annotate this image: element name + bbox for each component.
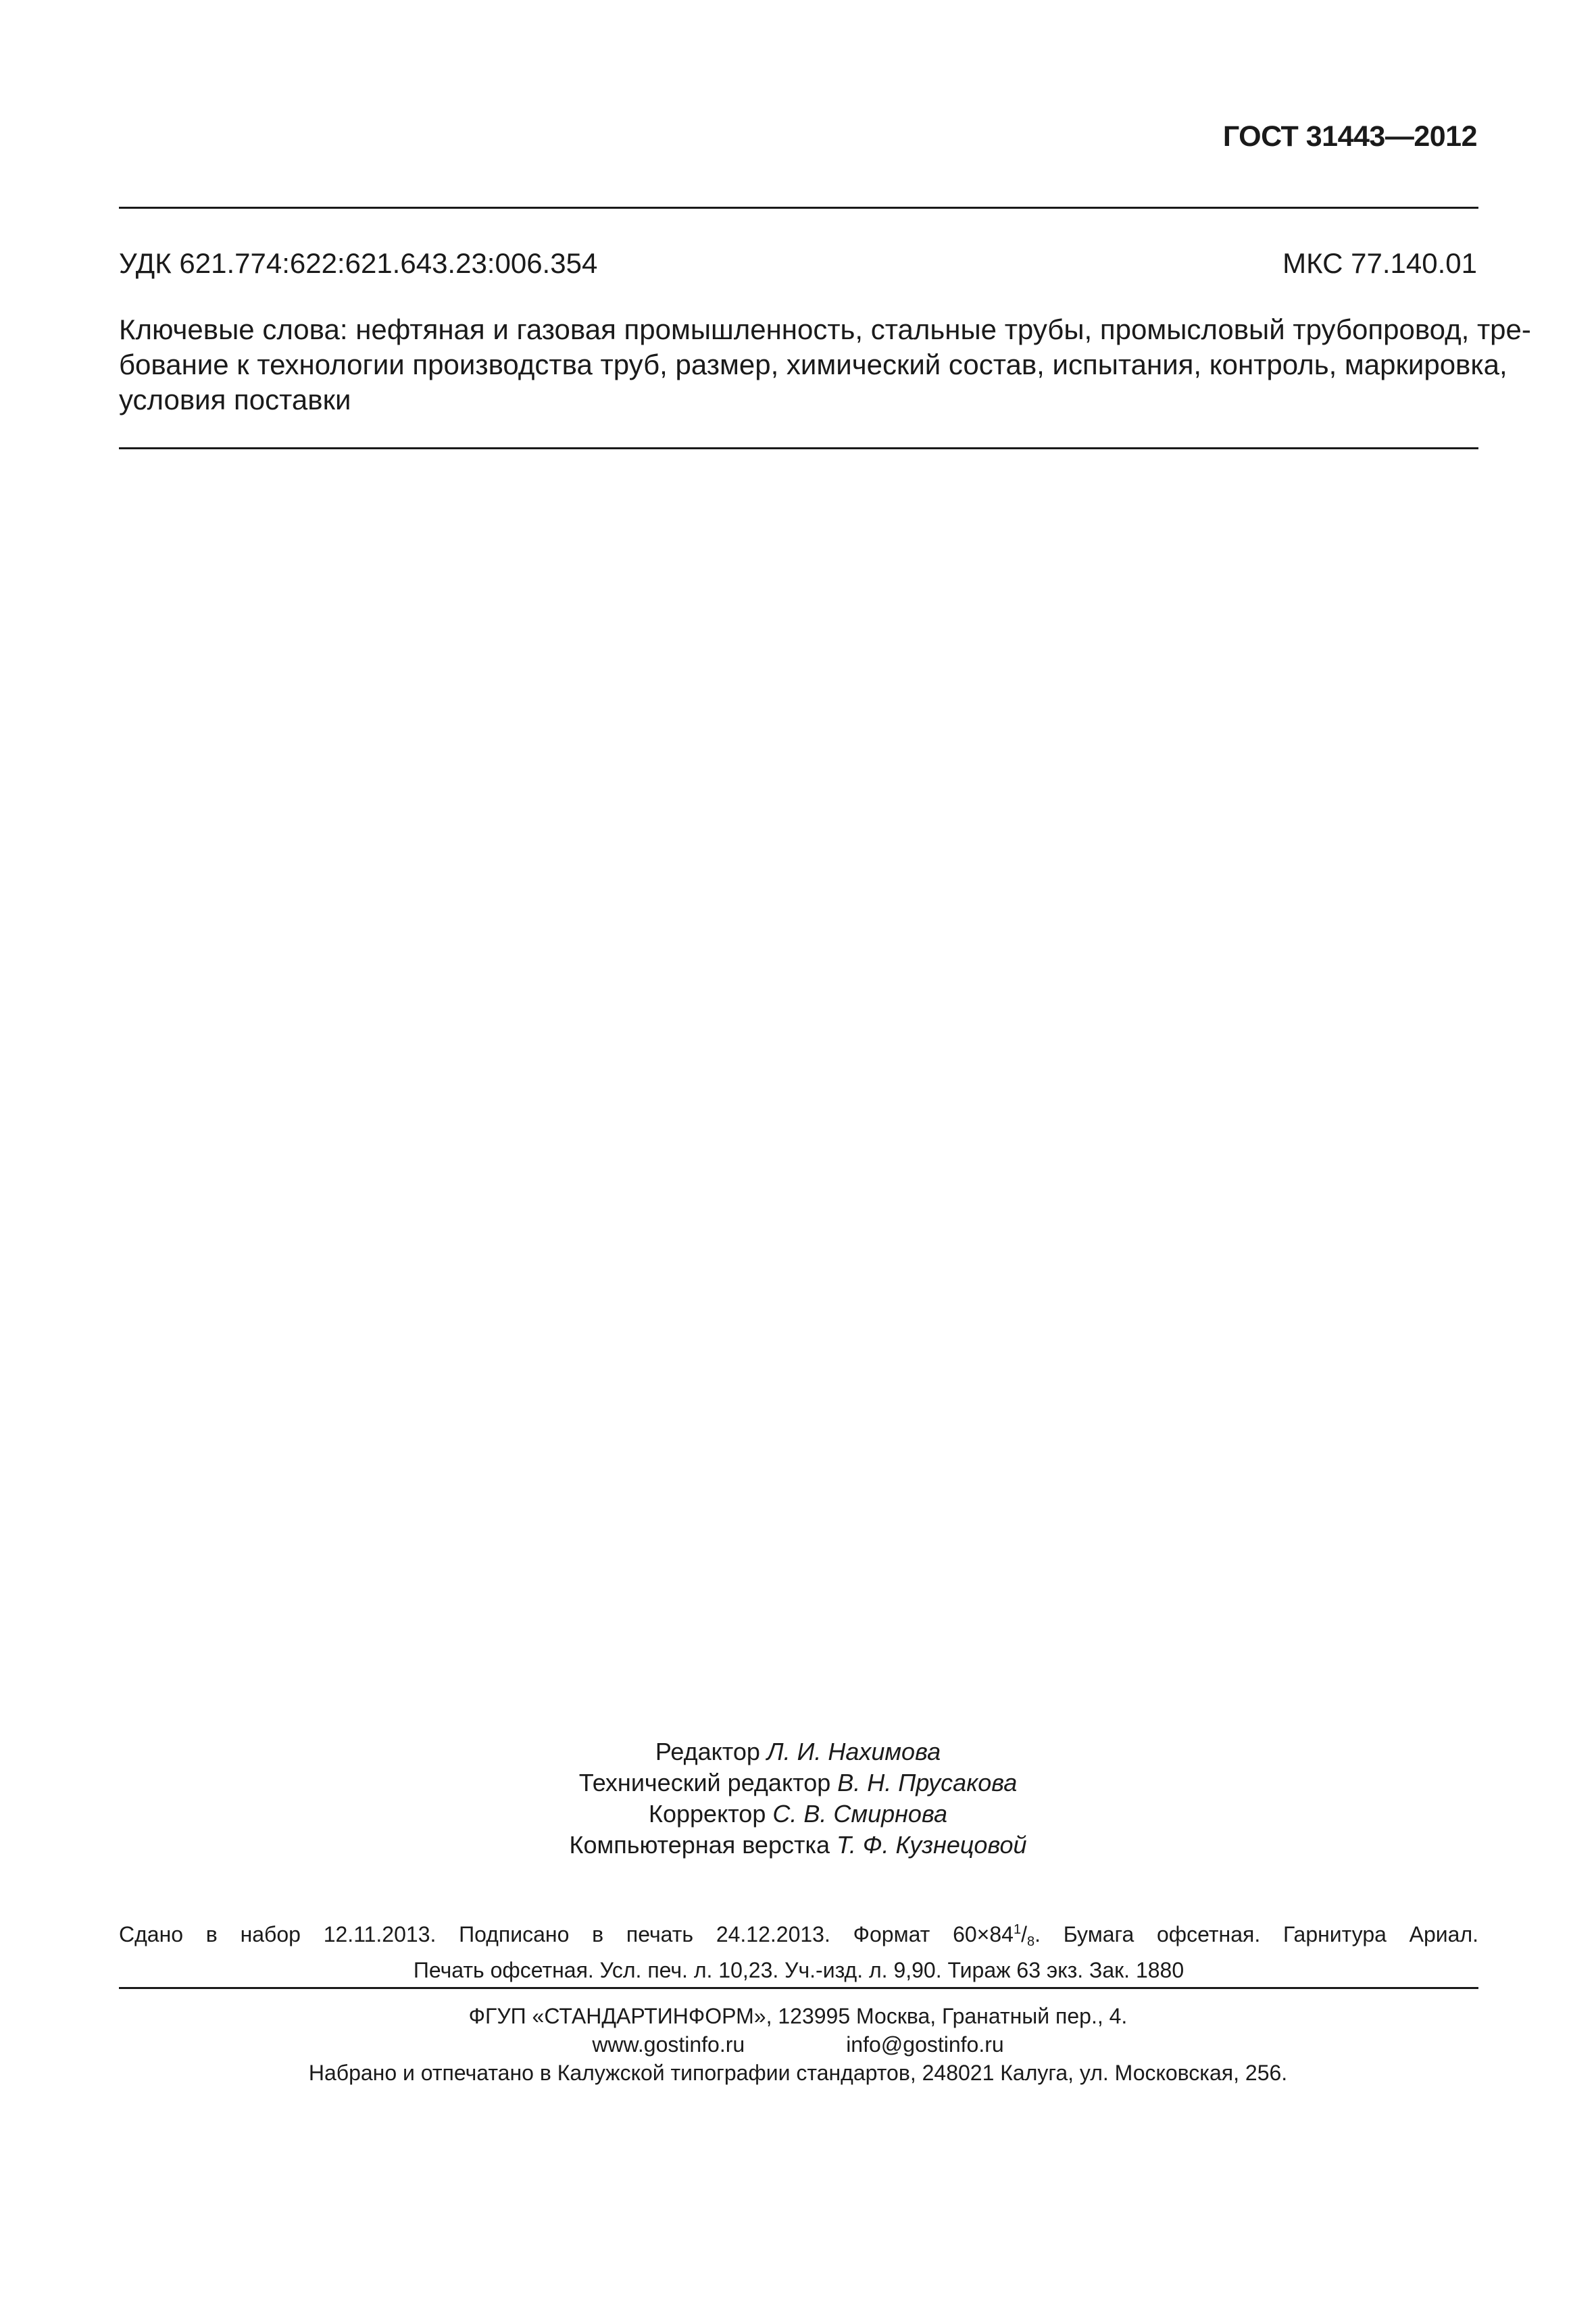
publisher-divider (119, 1987, 1478, 1989)
imprint-line-1 (119, 1915, 1478, 1956)
credit-proofreader (0, 1799, 1596, 1830)
publisher-printer: Набрано и отпечатано в Калужской типографии стандартов, 248021 Калуга, ул. Московская, 256. (308, 2061, 1288, 2085)
top-divider (119, 207, 1478, 209)
publisher-email[interactable]: info@gostinfo.ru (846, 2032, 1004, 2057)
credit-name: С. В. Смирнова (772, 1800, 947, 1828)
keywords-line-1: Ключевые слова: нефтяная и газовая промышленность, стальные трубы, промысловый трубопровод, тре- (119, 313, 1531, 345)
imprint-format-base: 60×84 (953, 1922, 1014, 1946)
imprint-line-2: Печать офсетная. Усл. печ. л. 10,23. Уч.-изд. л. 9,90. Тираж 63 экз. Зак. 1880 (413, 1958, 1184, 1982)
document-number: ГОСТ 31443—2012 (1222, 120, 1477, 153)
credit-editor (0, 1736, 1596, 1767)
credits-block (0, 1736, 1596, 1861)
udk-code: УДК 621.774:622:621.643.23:006.354 (119, 247, 598, 279)
credit-name: Л. И. Нахимова (766, 1738, 941, 1765)
imprint-submitted: Сдано в набор 12.11.2013. (119, 1922, 437, 1946)
imprint-signed: Подписано в печать 24.12.2013. (459, 1922, 830, 1946)
imprint-typeface: Гарнитура Ариал. (1282, 1922, 1479, 1946)
credit-name: В. Н. Прусакова (837, 1769, 1018, 1796)
publisher-block (0, 2002, 1596, 2087)
credit-technical-editor (0, 1767, 1596, 1799)
imprint-paper: Бумага офсетная. (1063, 1922, 1261, 1946)
credit-role: Компьютерная верстка (569, 1831, 830, 1859)
imprint-format-den: 8 (1026, 1934, 1035, 1949)
imprint-format: Формат $60\times 84^1/_8$. (853, 1922, 1041, 1949)
imprint-format-num: 1 (1013, 1922, 1022, 1937)
keywords-block (119, 312, 1531, 418)
publisher-website[interactable]: www.gostinfo.ru (592, 2032, 745, 2057)
publisher-address: ФГУП «СТАНДАРТИНФОРМ», 123995 Москва, Гранатный пер., 4. (468, 2004, 1128, 2028)
credit-role: Редактор (655, 1738, 760, 1765)
imprint-format-label: Формат (853, 1922, 930, 1946)
credit-role: Технический редактор (578, 1769, 831, 1796)
credit-name: Т. Ф. Кузнецовой (837, 1831, 1027, 1859)
credit-role: Корректор (649, 1800, 766, 1828)
keywords-line-2: бование к технологии производства труб, размер, химический состав, испытания, контроль, маркировка, (119, 349, 1507, 380)
credit-layout (0, 1830, 1596, 1861)
publisher-contacts (0, 2030, 1596, 2059)
keywords-divider (119, 447, 1478, 449)
keywords-line-3: условия поставки (119, 384, 351, 416)
mks-code: МКС 77.140.01 (1282, 247, 1477, 279)
imprint-block (119, 1915, 1478, 1984)
